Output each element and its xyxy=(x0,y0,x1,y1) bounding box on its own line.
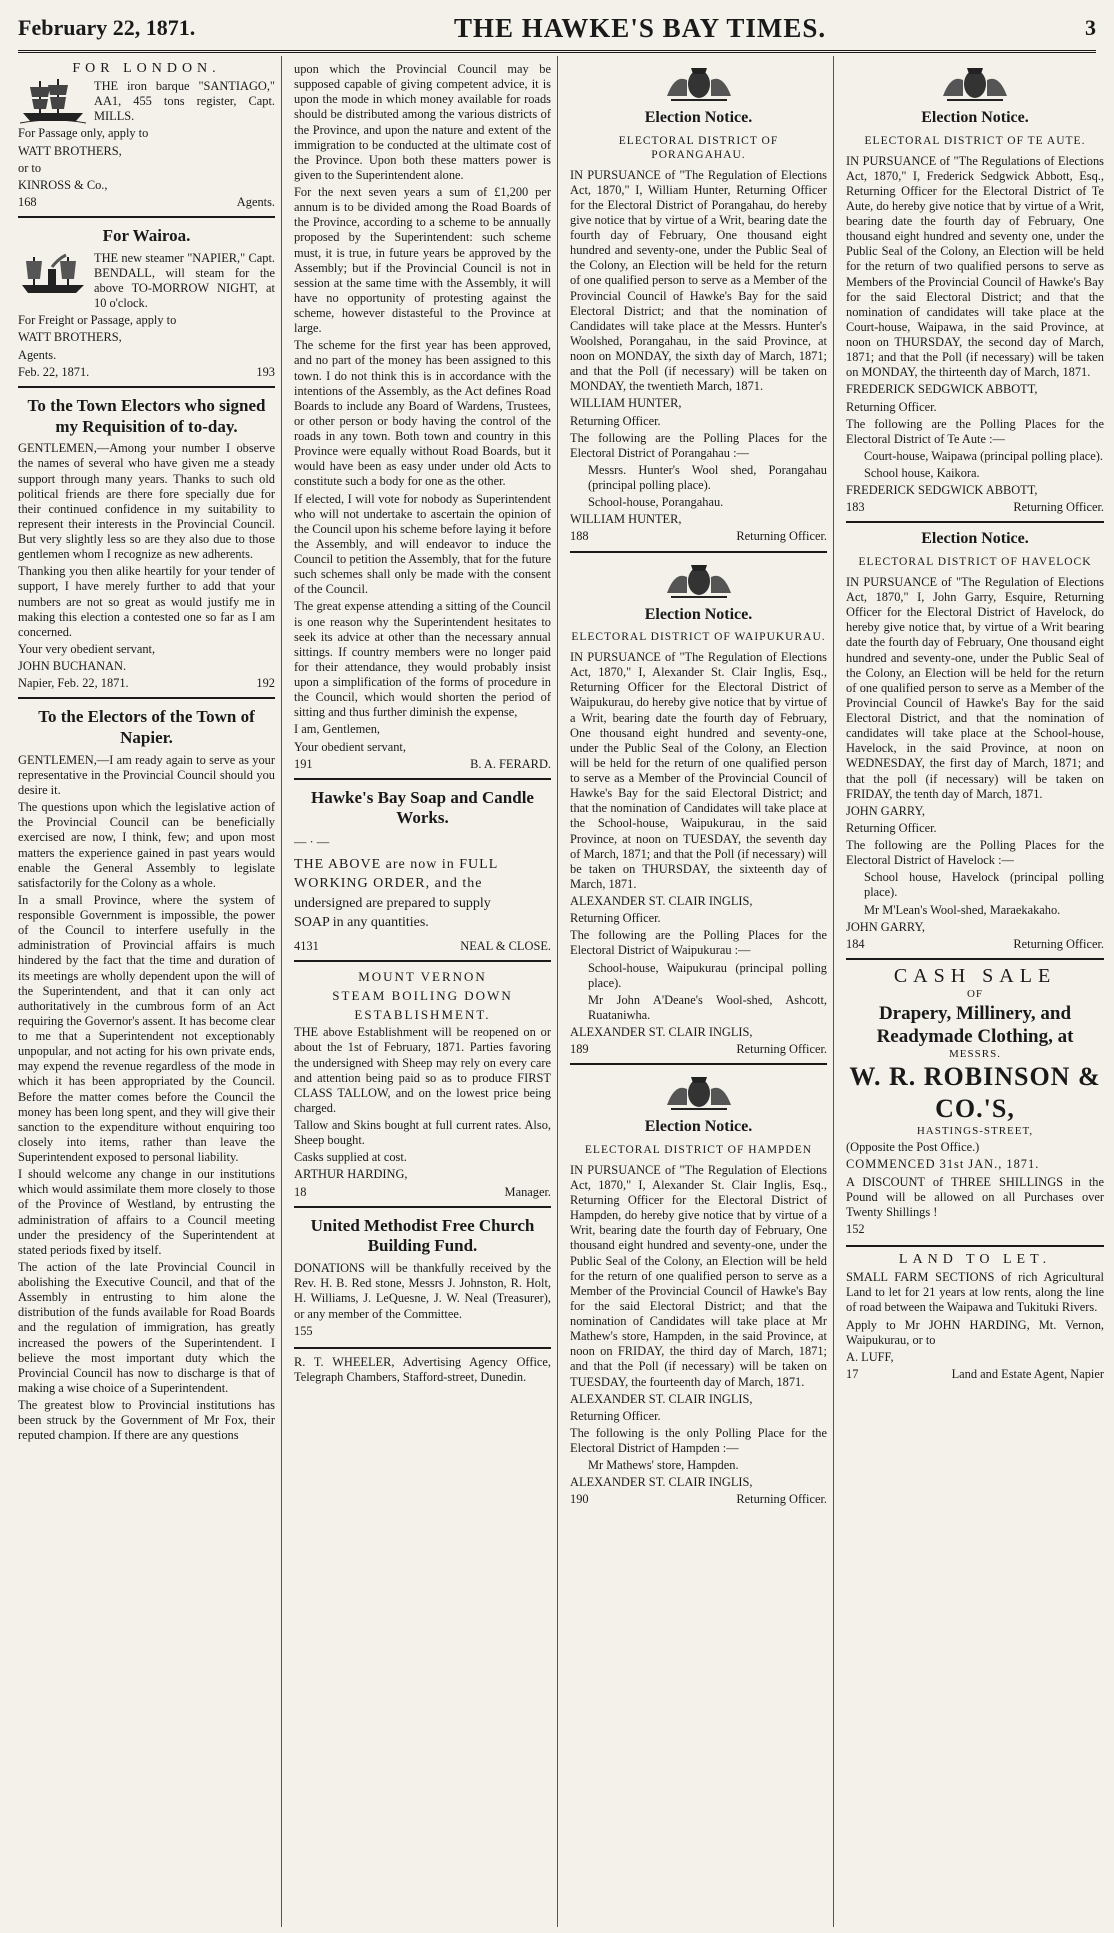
letter-heading: To the Electors of the Town of Napier. xyxy=(38,707,255,748)
ad-body: SMALL FARM SECTIONS of rich Agricultural Land to let for 21 years at low rents, along the line of road between the Waipawa and Tukituki Rivers. xyxy=(846,1270,1104,1315)
ad-number: 18 xyxy=(294,1184,307,1199)
letter-paragraph: The scheme for the first year has been approved, and no part of the money has been assigned to this town. I do not think this is in accordance with the intentions of the Assembly, as the Act defines Road Boards to include any Board of Wardens, Trustees, or other person or body having the control of the roads in any town. Both town and country in this Province were equally without Road Boards, but it would have been as easy under under old Acts to constitute such a body for one as the other. xyxy=(294,338,551,489)
notice-signature: FREDERICK SEDGWICK ABBOTT, xyxy=(846,382,1038,397)
letter-paragraph: GENTLEMEN,—Among your number I observe the names of several who have given me a steady support through many years. Thanks to such old political friends are there fore specially due for their continued confidence in my suitability to represent their interests in the Provincial Council. But very slightly less so are they also due to those gentlemen whom I recognize as new adherents. xyxy=(18,441,275,562)
ad-body: Tallow and Skins bought at full current rates. Also, Sheep bought. xyxy=(294,1118,551,1148)
polling-place: Mr Mathews' store, Hampden. xyxy=(588,1458,739,1473)
notice-role: Returning Officer. xyxy=(1013,500,1104,515)
ad-footer xyxy=(18,195,275,210)
notice-signature: ALEXANDER ST. CLAIR INGLIS, xyxy=(570,1475,753,1490)
ad-date: Feb. 22, 1871. xyxy=(18,364,90,379)
letter-close: Your obedient servant, xyxy=(294,739,406,754)
ad-sign: Agents. xyxy=(18,347,57,362)
ad-heading: LAND TO LET. xyxy=(898,1252,1052,1268)
column-1 xyxy=(18,56,282,1927)
steamer-icon xyxy=(18,251,88,299)
notice-havelock xyxy=(846,523,1104,960)
ad-footer xyxy=(294,1185,551,1200)
agent-name: WATT BROTHERS, xyxy=(18,330,122,345)
ad-line: or to xyxy=(18,160,42,175)
polling-place: School-house, Waipukurau (principal polling place). xyxy=(588,960,827,990)
ad-body: Apply to Mr JOHN HARDING, Mt. Vernon, Waipukurau, or to xyxy=(846,1317,1104,1347)
ad-footer xyxy=(18,365,275,380)
ad-heading: FOR LONDON. xyxy=(72,61,221,76)
ad-number: 152 xyxy=(846,1221,865,1236)
column-2 xyxy=(294,56,558,1927)
ad-goods: Drapery, Millinery, and Readymade Clothing, at xyxy=(876,1002,1074,1047)
royal-crest-icon xyxy=(939,62,1011,106)
polling-place: School house, Havelock (principal polling place). xyxy=(864,870,1104,900)
notice-role: Returning Officer. xyxy=(570,911,661,926)
ad-sign: Agents. xyxy=(236,194,275,209)
agent-name: WATT BROTHERS, xyxy=(18,143,122,158)
notice-title: Election Notice. xyxy=(921,109,1029,126)
ad-line: OF xyxy=(966,988,984,1001)
notice-body: IN PURSUANCE of "The Regulation of Elections Act, 1870," I, William Hunter, Returning Officer for the Electoral District of Porangahau, do hereby give notice that by virtue of a Writ, bearing date the fourth day of February, One thousand eight hundred and seventy-one, under the Public Seal of the Colony, an Election will be held for the return of one qualified person to serve as a Member of the Provincial Council of Hawke's Bay for the said Electoral District; and that the nomination of Candidates will take place at the Messrs. Hunter's Woolshed, Porangahau, in the said Province, at noon on MONDAY, the sixth day of March, 1871; and that the Poll (if necessary) will be taken on MONDAY, the twentieth March, 1871. xyxy=(570,167,827,394)
ad-footer xyxy=(846,1367,1104,1382)
notice-signature: JOHN GARRY, xyxy=(846,919,925,934)
letter-signature: B. A. FERARD. xyxy=(470,756,551,771)
notice-footer xyxy=(846,500,1104,515)
notice-body: IN PURSUANCE of "The Regulation of Elections Act, 1870," I, John Garry, Esquire, Returning Officer for the Electoral District of Havelock, do hereby give notice that, by virtue of a Writ bearing date the fourth day of February, One thousand eight hundred and seventy-one, under the Public Seal of the Colony, an Election will be held for the return of one qualified person to serve as a Member of the Provincial Council of Hawke's Bay for the said Electoral District, and that the nomination of candidates will take place at the School-house, Havelock, in the said Province, at noon on WEDNESDAY, the first day of March, 1871; and that the poll (if necessary) will be taken on FRIDAY, the tenth day of March, 1871. xyxy=(846,574,1104,801)
notice-district: ELECTORAL DISTRICT OF TE AUTE. xyxy=(864,134,1086,147)
notice-footer xyxy=(570,1492,827,1507)
notice-role: Returning Officer. xyxy=(846,820,937,835)
ad-body: THE new steamer "NAPIER," Capt. BENDALL, will steam for the above TO-MORROW NIGHT, at 10 o'clock. xyxy=(94,250,275,311)
notice-footer xyxy=(570,1042,827,1057)
ad-mount-vernon xyxy=(294,962,551,1208)
ad-for-london xyxy=(18,56,275,218)
letter-electors-napier xyxy=(18,699,275,1451)
column-3 xyxy=(570,56,834,1927)
letter-paragraph: upon which the Provincial Council may be supposed capable of giving competent advice, it is upon the mode in which money available for roads should be distributed among the various districts of the Province, and upon the nature and extent of the immigration to be conducted at the ultimate cost of the Province. Upon both these matters power is given to the Superintendent alone. xyxy=(294,62,551,182)
notice-signature: ALEXANDER ST. CLAIR INGLIS, xyxy=(570,894,753,909)
ad-number: 168 xyxy=(18,194,37,209)
notice-body: IN PURSUANCE of "The Regulation of Elections Act, 1870," I, Alexander St. Clair Inglis, Esq., Returning Officer for the Electoral District of Hampden, do hereby give notice that by virtue of a Writ, bearing date the fourth day of February, One thousand eight hundred and seventy-one, under the Public Seal of the Colony, an Election will be held for the return of one qualified person to serve as a Member of the Provincial Council of Hawke's Bay for the said Electoral District; and that the nomination of Candidates will take place at Mr Mathew's store, Hampden, in the said Province, at noon on FRIDAY, the third day of March, 1871; and that the Poll (if necessary) will be taken on TUESDAY, the fourteenth day of March, 1871. xyxy=(570,1162,827,1389)
ad-wheeler xyxy=(294,1349,551,1393)
agent-name: KINROSS & Co., xyxy=(18,177,108,192)
polling-place: School-house, Porangahau. xyxy=(588,495,724,510)
ad-body: DONATIONS will be thankfully received by the Rev. H. B. Red stone, Messrs J. Johnston, R. Holt, H. Williams, J. LeQuesne, J. W. Neal (Treasurer), or any member of the Committee. xyxy=(294,1261,551,1321)
polling-place: Mr M'Lean's Wool-shed, Maraekakaho. xyxy=(864,902,1061,917)
letter-paragraph: The action of the late Provincial Council in abolishing the Executive Council, and that of the Assembly in entrusting to him alone the distribution of the funds available for Road Boards and the regulation of immigration, has greatly increased the powers of the Superintendent. I believe the most important duty which the Provincial Council has now to discharge is that of making a wise choice of a Superintendent. xyxy=(18,1259,275,1395)
notice-waipukurau xyxy=(570,553,827,1066)
notice-footer xyxy=(570,529,827,544)
ad-cash-sale xyxy=(846,960,1104,1247)
ad-line: (Opposite the Post Office.) xyxy=(846,1140,980,1155)
ad-sign: A. LUFF, xyxy=(846,1349,894,1364)
ad-body: THE iron barque "SANTIAGO," AA1, 455 tons register, Capt. MILLS. xyxy=(94,79,275,124)
ad-heading: ESTABLISHMENT. xyxy=(354,1006,491,1022)
ad-number: 193 xyxy=(256,364,275,379)
royal-crest-icon xyxy=(663,559,735,603)
notice-signature: ALEXANDER ST. CLAIR INGLIS, xyxy=(570,1025,753,1040)
notice-body: The following are the Polling Places for the Electoral District of Porangahau :— xyxy=(570,430,827,460)
notice-signature: ALEXANDER ST. CLAIR INGLIS, xyxy=(570,1391,753,1406)
letter-town-electors xyxy=(18,388,275,699)
notice-signature: WILLIAM HUNTER, xyxy=(570,396,682,411)
notice-te-aute xyxy=(846,56,1104,523)
ad-role: Land and Estate Agent, Napier xyxy=(951,1366,1104,1381)
notice-role: Returning Officer. xyxy=(736,529,827,544)
divider: — · — xyxy=(294,835,330,850)
notice-signature: JOHN GARRY, xyxy=(846,803,925,818)
notice-role: Returning Officer. xyxy=(736,1492,827,1507)
masthead xyxy=(18,6,1096,53)
notice-role: Returning Officer. xyxy=(570,1408,661,1423)
newspaper-title: THE HAWKE'S BAY TIMES. xyxy=(454,12,827,43)
ad-number: 183 xyxy=(846,500,865,515)
notice-role: Returning Officer. xyxy=(570,413,661,428)
ad-number: 155 xyxy=(294,1323,313,1338)
ship-icon xyxy=(18,77,88,125)
letter-paragraph: If elected, I will vote for nobody as Superintendent who will not undertake to ascertain the opinion of the Council upon his scheme before laying it before the Assembly, and will endeavor to induce the Council to petition the Assembly, that for the future such schemes shall only be made with the consent of the Council. xyxy=(294,491,551,597)
letter-paragraph: For the next seven years a sum of £1,200 per annum is to be divided among the Road Boards of the Province, according to a scheme to be annually proposed by the Superintendent: such scheme must, it is true, in future years be approved by the Assembly; but if the Provincial Council is not in session at the same time with the Assembly, it will have no opportunity of protesting against the scheme, however distasteful to the Province at large. xyxy=(294,185,551,336)
letter-paragraph: GENTLEMEN,—I am ready again to serve as your representative in the Provincial Council should you desire it. xyxy=(18,752,275,797)
ad-line: MESSRS. xyxy=(949,1048,1001,1061)
letter-date: Napier, Feb. 22, 1871. xyxy=(18,676,129,691)
letter-paragraph: The questions upon which the legislative action of the Provincial Council can be beneficially exercised are now, I think, few; and upon most matters the experience gained in past years would enable the General Assembly to legislate satisfactorily for the Colony as a whole. xyxy=(18,800,275,890)
columns xyxy=(18,56,1104,1927)
page-number: 3 xyxy=(1084,15,1096,40)
notice-body: IN PURSUANCE of "The Regulation of Elections Act, 1870," I, Alexander St. Clair Inglis, Esq., Returning Officer for the Electoral District of Waipukurau, do hereby give notice that by virtue of a Writ, bearing date the fourth day of February, One thousand eight hundred and seventy-one, under the Public Seal of the Colony, an Election will be held for the return of one qualified person to serve as a Member of the Provincial Council of Hawke's Bay for the said Electoral District; and that the nomination of Candidates will take place at the School-house, Waipukurau, in the said Province, at noon on TUESDAY, the seventh day of March, 1871; and that the Poll (if necessary) will be taken on THURSDAY, the sixteenth day of March, 1871. xyxy=(570,650,827,891)
ad-line: For Freight or Passage, apply to xyxy=(18,313,177,328)
ad-number: 190 xyxy=(570,1492,589,1507)
notice-title: Election Notice. xyxy=(921,530,1029,548)
royal-crest-icon xyxy=(663,62,735,106)
ad-number: 184 xyxy=(846,936,865,951)
ad-number: 189 xyxy=(570,1042,589,1057)
letter-paragraph: I should welcome any change in our institutions which would assimilate them more closely to those of the Province of Westland, by entrusting the administration of affairs to a Council meeting under the presidency of the Superintendent at stated periods fixed by itself. xyxy=(18,1167,275,1257)
ad-body: THE above Establishment will be reopened on or about the 1st of February, 1871. Parties favoring the undersigned with Sheep may rely on every care and attention being paid so as to produce FIRST CLASS TALLOW, and on the lowest price being charged. xyxy=(294,1025,551,1115)
ad-land-to-let xyxy=(846,1247,1104,1388)
notice-district: ELECTORAL DISTRICT OF PORANGAHAU. xyxy=(618,134,779,161)
notice-role: Returning Officer. xyxy=(1013,936,1104,951)
notice-title: Election Notice. xyxy=(644,109,753,126)
notice-body: The following are the Polling Places for the Electoral District of Havelock :— xyxy=(846,838,1104,868)
letter-ferard-continued xyxy=(294,56,551,780)
letter-close: Your very obedient servant, xyxy=(18,641,156,656)
notice-body: The following are the Polling Places for the Electoral District of Te Aute :— xyxy=(846,416,1104,446)
letter-paragraph: In a small Province, where the system of responsible Government is impossible, the power of the Council to interfere usefully in the administration of Provincial affairs is much hindered by the fact that the time and duration of its meetings are wholly dependent upon the will of the Superintendent, and that it can only act authoritatively in the cumbrous form of an Act requiring the Governor's assent. It has become clear to me that a Superintendent not exceptionably unpopular, and not acting for his own private ends, may expend the revenue regardless of the mode in which it has been appropriated by the Council. Before the matter comes before the Council the money has been long spent, and they will give their sanction to the expenditure without enquiring too closely into items, rather than leave the Superintendent exposed to personal liability. xyxy=(18,892,275,1164)
notice-signature: FREDERICK SEDGWICK ABBOTT, xyxy=(846,483,1038,498)
notice-role: Returning Officer. xyxy=(846,399,937,414)
firm-name: W. R. ROBINSON & CO.'S, xyxy=(849,1062,1101,1124)
letter-close: I am, Gentlemen, xyxy=(294,722,381,737)
notice-title: Election Notice. xyxy=(644,605,753,623)
ad-number: 192 xyxy=(256,676,275,691)
notice-footer xyxy=(846,937,1104,952)
polling-place: Messrs. Hunter's Wool shed, Porangahau (principal polling place). xyxy=(588,462,827,493)
notice-porangahau xyxy=(570,56,827,553)
ad-sign: NEAL & CLOSE. xyxy=(460,938,551,953)
ad-line: COMMENCED 31st JAN., 1871. xyxy=(846,1157,1040,1172)
notice-body: The following is the only Polling Place for the Electoral District of Hampden :— xyxy=(570,1425,827,1456)
notice-body: The following are the Polling Places for the Electoral District of Waipukurau :— xyxy=(570,928,827,958)
ad-heading: STEAM BOILING DOWN xyxy=(332,987,513,1003)
ad-sign: ARTHUR HARDING, xyxy=(294,1167,408,1182)
ad-footer xyxy=(294,939,551,954)
ad-number: 188 xyxy=(570,529,589,544)
letter-paragraph: The great expense attending a sitting of the Council is one reason why the Superintendent hesitates to seek its advice at other than the necessary annual sittings. If country members were no longer paid for their attendance, they would probably insist upon a simplification of the forms of procedure in the Council, which would shorten the period of sitting and thus further diminish the expense, xyxy=(294,599,551,720)
ad-body: Casks supplied at cost. xyxy=(294,1150,407,1165)
issue-date: February 22, 1871. xyxy=(18,15,196,40)
ad-line: THE ABOVE are now in FULL xyxy=(294,857,499,873)
ad-for-wairoa xyxy=(18,218,275,388)
ad-heading: CASH SALE xyxy=(893,964,1057,987)
ad-methodist xyxy=(294,1208,551,1349)
ad-line: undersigned are prepared to supply xyxy=(294,895,491,911)
ad-street: HASTINGS-STREET, xyxy=(916,1124,1034,1137)
notice-body: IN PURSUANCE of "The Regulations of Elections Act, 1870," I, Frederick Sedgwick Abbott, Esq., Returning Officer for the Electoral District of Te Aute, do hereby give notice that by virtue of a Writ, bearing date the fourth day of February, One thousand eight hundred and seventy one, under the Public Seal of the Colony, an Election will be held for the return of two qualified persons to serve as Members of the Provincial Council of Hawke's Bay for the said Electoral District; and that the nomination of candidates will take place at the Court-house, Waipawa, in the said Province, at noon on THURSDAY, the second day of March, 1871; and that the Poll (if necessary) will be taken on MONDAY, the thirteenth day of March, 1871. xyxy=(846,153,1104,380)
column-4 xyxy=(846,56,1110,1927)
letter-paragraph: The greatest blow to Provincial institutions has been struck by the Government of Mr Fox, their reputed champion. If there are any questions xyxy=(18,1398,275,1443)
polling-place: School house, Kaikora. xyxy=(864,466,980,481)
royal-crest-icon xyxy=(663,1071,735,1115)
polling-place: Court-house, Waipawa (principal polling place). xyxy=(864,448,1103,463)
ad-number: 17 xyxy=(846,1366,859,1381)
letter-signature: JOHN BUCHANAN. xyxy=(18,659,127,674)
ad-line: For Passage only, apply to xyxy=(18,126,149,141)
letter-paragraph: Thanking you then alike heartily for your tender of support, I have merely further to add that your numbers are not so great as would justify me in making this election a contested one so far as I am concerned. xyxy=(18,564,275,639)
notice-role: Returning Officer. xyxy=(736,1042,827,1057)
ad-role: Manager. xyxy=(504,1184,551,1199)
ad-soap-works xyxy=(294,780,551,962)
polling-place: Mr John A'Deane's Wool-shed, Ashcott, Ruataniwha. xyxy=(588,992,827,1022)
notice-district: ELECTORAL DISTRICT OF HAMPDEN xyxy=(584,1143,813,1156)
ad-number: 4131 xyxy=(294,938,319,953)
notice-hampden xyxy=(570,1065,827,1513)
letter-heading: To the Town Electors who signed my Requisition of to-day. xyxy=(27,395,266,436)
notice-district: ELECTORAL DISTRICT OF WAIPUKURAU. xyxy=(571,631,826,644)
ad-heading: Hawke's Bay Soap and Candle Works. xyxy=(311,787,534,828)
ad-body: R. T. WHEELER, Advertising Agency Office, Telegraph Chambers, Stafford-street, Dunedin. xyxy=(294,1354,551,1384)
notice-signature: WILLIAM HUNTER, xyxy=(570,512,682,527)
ad-line: SOAP in any quantities. xyxy=(294,914,429,930)
ad-number: 191 xyxy=(294,756,313,771)
notice-district: ELECTORAL DISTRICT OF HAVELOCK xyxy=(858,555,1092,568)
notice-title: Election Notice. xyxy=(644,1118,753,1136)
ad-heading: MOUNT VERNON xyxy=(358,968,487,984)
ad-body: A DISCOUNT of THREE SHILLINGS in the Pound will be allowed on all Purchases over Twenty Shillings ! xyxy=(846,1174,1104,1219)
ad-heading: For Wairoa. xyxy=(102,226,191,246)
letter-footer xyxy=(18,676,275,691)
letter-footer xyxy=(294,757,551,772)
ad-line: WORKING ORDER, and the xyxy=(294,876,483,892)
ad-heading: United Methodist Free Church Building Fund. xyxy=(310,1215,535,1256)
